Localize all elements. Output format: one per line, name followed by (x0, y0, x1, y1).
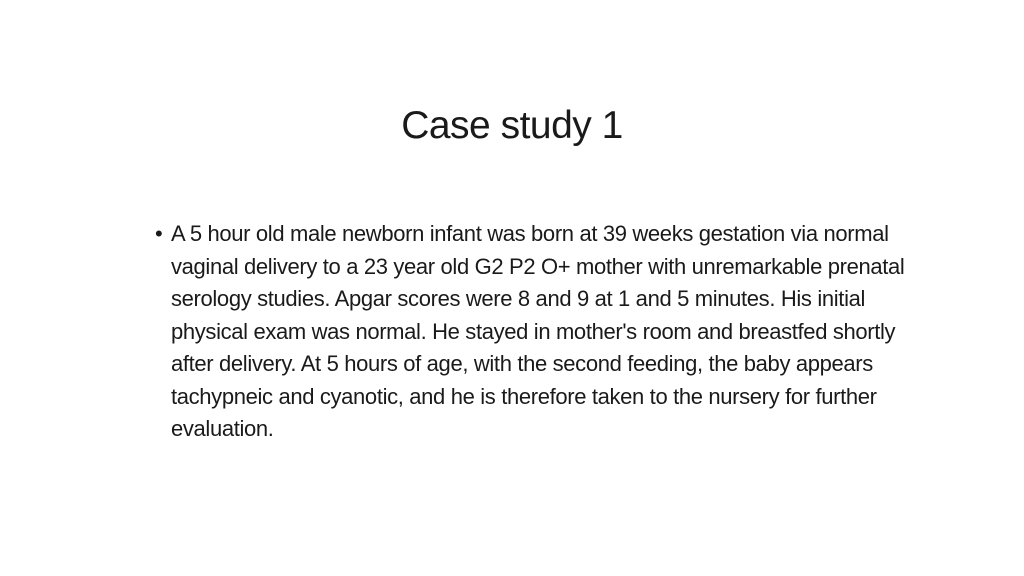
bullet-list (155, 218, 935, 446)
slide-content (155, 218, 935, 446)
bullet-marker: • (155, 221, 163, 246)
case-description-text: A 5 hour old male newborn infant was born at 39 weeks gestation via normal vaginal delivery to a 23 year old G2 P2 O+ mother with unremarkable prenatal serology studies. Apgar scores were 8 and 9 at 1 and 5 minutes. His initial physical exam was normal. He stayed in mother's room and breastfed shortly after delivery. At 5 hours of age, with the second feeding, the baby appears tachypneic and cyanotic, and he is therefore taken to the nursery for further evaluation. (171, 221, 905, 441)
bullet-item (155, 218, 935, 446)
slide-title: Case study 1 (401, 104, 623, 147)
